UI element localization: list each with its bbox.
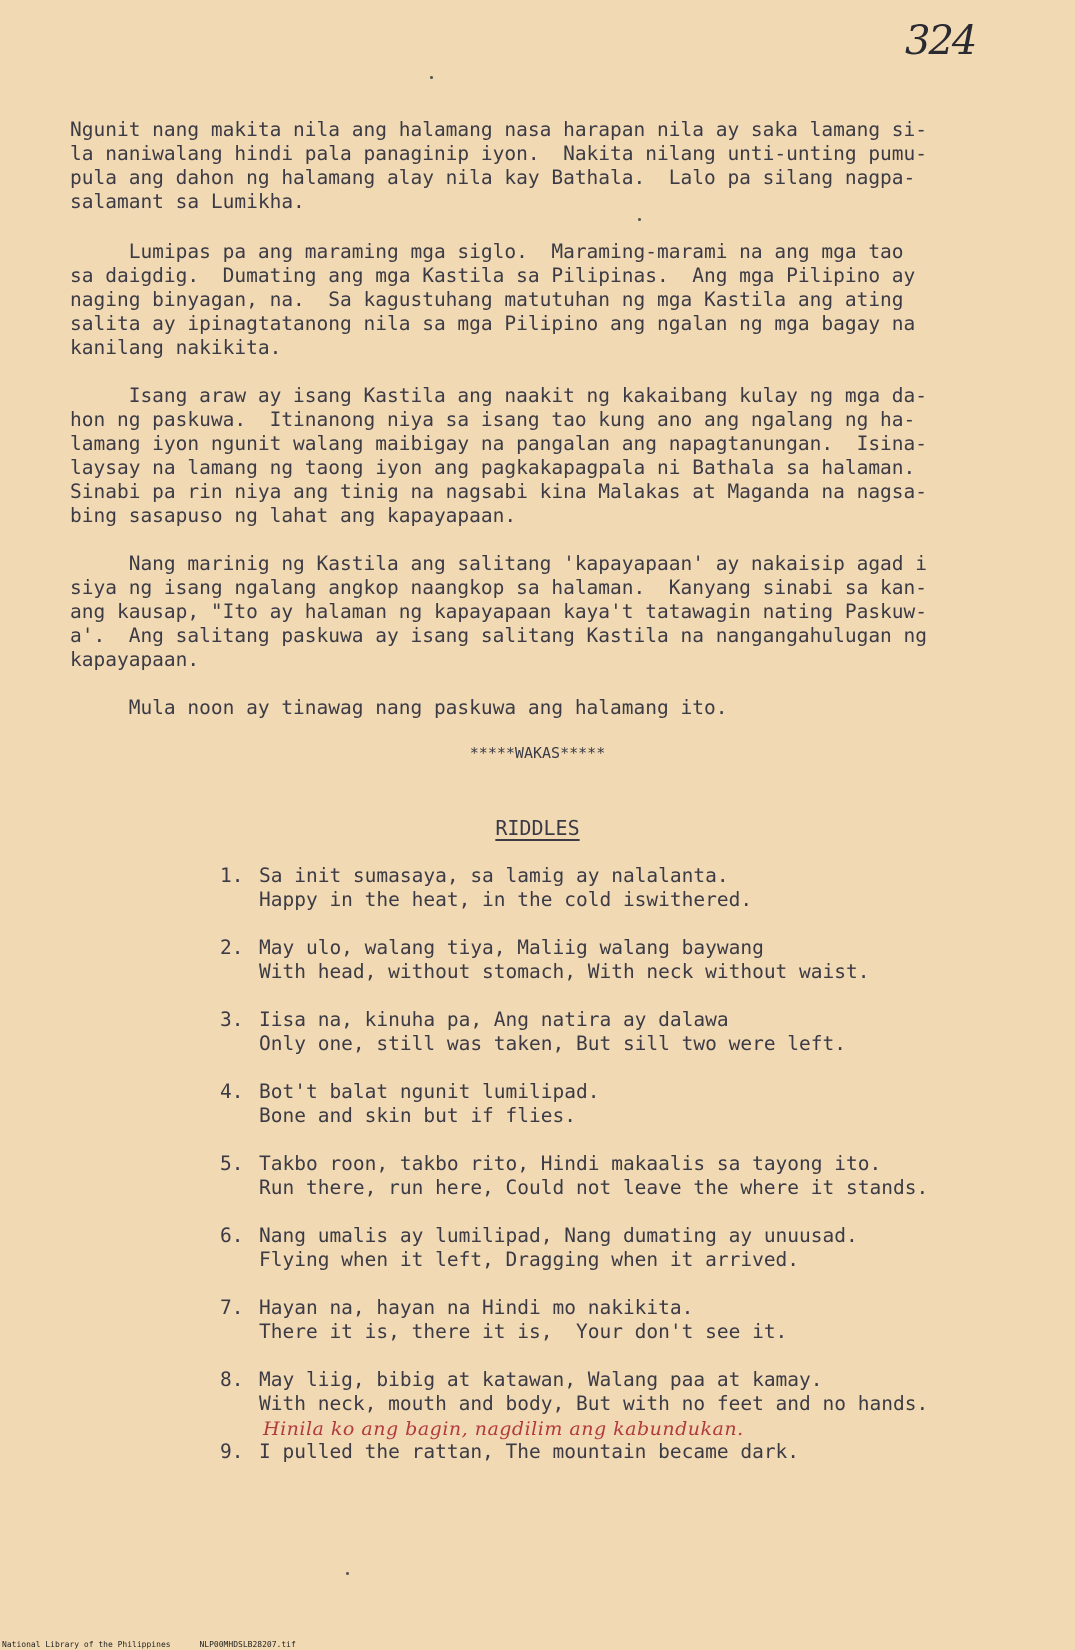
ink-speck [638,218,641,221]
text-line: Isang araw ay isang Kastila ang naakit ng kakaibang kulay ng mga da- [70,384,928,407]
riddle-item [220,864,1020,912]
text-line: Sinabi pa rin niya ang tinig na nagsabi kina Malakas at Maganda na nagsa- [70,480,928,503]
riddle-number: 3. [220,1008,244,1031]
riddle-tagalog: May liig, bibig at katawan, Walang paa at kamay. [259,1368,823,1391]
text-line: salita ay ipinagtatanong nila sa mga Pilipino ang ngalan ng mga bagay na [70,312,916,335]
riddle-english: With head, without stomach, With neck without waist. [259,960,870,983]
page-number: 324 [905,18,976,64]
riddle-tagalog: Nang umalis ay lumilipad, Nang dumating ay unuusad. [259,1224,858,1247]
text-line: Mula noon ay tinawag nang paskuwa ang halamang ito. [70,696,728,719]
paragraph-3 [70,384,1010,528]
riddle-english: Bone and skin but if flies. [259,1104,576,1127]
paragraph-2 [70,240,1010,360]
text-line: Ngunit nang makita nila ang halamang nasa harapan nila ay saka lamang si- [70,118,928,141]
riddle-item [220,1296,1020,1344]
riddle-item [220,1368,1020,1416]
paragraph-1 [70,118,1010,214]
text-line: salamant sa Lumikha. [70,190,305,213]
riddle-item [220,936,1020,984]
riddle-number: 6. [220,1224,244,1247]
paragraph-5 [70,696,1010,720]
riddle-tagalog: Sa init sumasaya, sa lamig ay nalalanta. [259,864,729,887]
riddle-english: Happy in the heat, in the cold iswithered. [259,888,753,911]
riddle-english: Only one, still was taken, But sill two were left. [259,1032,846,1055]
riddles-heading-text: RIDDLES [495,816,580,840]
wakas-separator: *****WAKAS***** [469,744,606,762]
text-line: la naniwalang hindi pala panaginip iyon. Nakita nilang unti-unting pumu- [70,142,928,165]
text-line: Lumipas pa ang maraming mga siglo. Maraming-marami na ang mga tao [70,240,904,263]
text-line: hon ng paskuwa. Itinanong niya sa isang tao kung ano ang ngalang ng ha- [70,408,916,431]
riddle-item [220,1440,1020,1464]
riddle-english: Run there, run here, Could not leave the where it stands. [259,1176,929,1199]
riddle-tagalog: Takbo roon, takbo rito, Hindi makaalis sa tayong ito. [259,1152,882,1175]
text-line: a'. Ang salitang paskuwa ay isang salitang Kastila na nangangahulugan ng [70,624,928,647]
riddle-item [220,1224,1020,1272]
riddle-english: I pulled the rattan, The mountain became dark. [259,1440,800,1463]
riddles-heading [0,816,1075,840]
riddle-item [220,1152,1020,1200]
text-line: laysay na lamang ng taong iyon ang pagkakapagpala ni Bathala sa halaman. [70,456,916,479]
riddle-number: 4. [220,1080,244,1103]
riddle-english: Flying when it left, Dragging when it arrived. [259,1248,800,1271]
riddle-tagalog: Bot't balat ngunit lumilipad. [259,1080,600,1103]
riddle-number: 2. [220,936,244,959]
riddle-english: There it is, there it is, Your don't see it. [259,1320,788,1343]
riddle-number: 8. [220,1368,244,1391]
riddle-item [220,1080,1020,1128]
riddle-tagalog: May ulo, walang tiya, Maliig walang baywang [259,936,764,959]
text-line: siya ng isang ngalang angkop naangkop sa halaman. Kanyang sinabi sa kan- [70,576,928,599]
text-line: ang kausap, "Ito ay halaman ng kapayapaan kaya't tatawagin nating Paskuw- [70,600,928,623]
riddle-number: 9. [220,1440,244,1463]
text-line: naging binyagan, na. Sa kagustuhang matutuhan ng mga Kastila ang ating [70,288,904,311]
text-line: bing sasapuso ng lahat ang kapayapaan. [70,504,517,527]
ink-speck [430,76,433,79]
handwritten-annotation: Hinila ko ang bagin, nagdilim ang kabundukan. [263,1418,744,1440]
text-line: lamang iyon ngunit walang maibigay na pangalan ang napagtanungan. Isina- [70,432,928,455]
riddle-number: 5. [220,1152,244,1175]
riddle-number: 7. [220,1296,244,1319]
riddle-english: With neck, mouth and body, But with no feet and no hands. [259,1392,929,1415]
paragraph-4 [70,552,1010,672]
text-line: sa daigdig. Dumating ang mga Kastila sa Pilipinas. Ang mga Pilipino ay [70,264,916,287]
riddle-number: 1. [220,864,244,887]
text-line: pula ang dahon ng halamang alay nila kay Bathala. Lalo pa silang nagpa- [70,166,916,189]
ink-speck [346,1572,349,1575]
riddle-tagalog: Hayan na, hayan na Hindi mo nakikita. [259,1296,694,1319]
text-line: kapayapaan. [70,648,200,671]
riddle-item [220,1008,1020,1056]
footer-caption: National Library of the Philippines NLP00MHDSLB28207.tif [2,1640,296,1649]
riddle-tagalog: Iisa na, kinuha pa, Ang natira ay dalawa [259,1008,729,1031]
text-line: kanilang nakikita. [70,336,282,359]
text-line: Nang marinig ng Kastila ang salitang 'kapayapaan' ay nakaisip agad i [70,552,928,575]
